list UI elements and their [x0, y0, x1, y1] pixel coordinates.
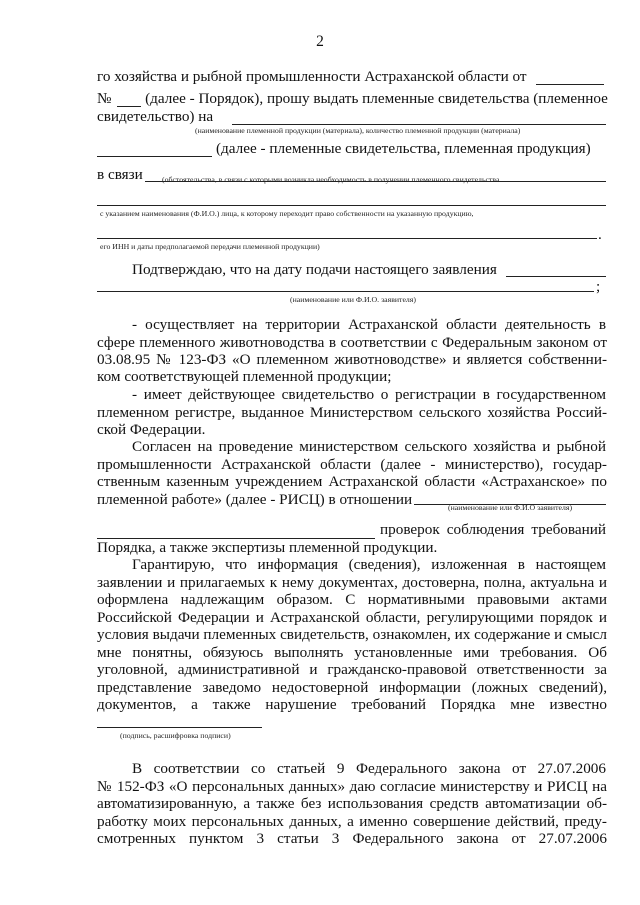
semicolon: ;	[596, 278, 601, 295]
date-blank	[536, 84, 604, 85]
bullet-2-line-1: - имеет действующее свидетельство о регистрации в государственном	[132, 386, 606, 403]
signature-caption: (подпись, расшифровка подписи)	[120, 731, 231, 740]
consent-line-2: промышленности Астраханской области (далее - министерство), государ-	[97, 456, 607, 473]
reason-blank-3	[97, 238, 597, 239]
guarantee-line-7: уголовной, административной и гражданско-правовой ответственности за	[97, 661, 607, 678]
consent-line-1: Согласен на проведение министерством сельского хозяйства и рыбной	[132, 438, 606, 455]
intro-line-1	[97, 68, 607, 86]
intro-text: (далее - Порядок), прошу выдать племенные свидетельства (племенное	[145, 90, 608, 107]
applicant-caption: (наименование или Ф.И.О. заявителя)	[290, 295, 416, 304]
consent-line-5: проверок соблюдения требований	[380, 521, 606, 538]
signature-line	[97, 727, 262, 728]
product-caption: (наименование племенной продукции (материала), количество племенной продукции (материала)	[195, 126, 521, 135]
consent-line-3: ственным казенным учреждением Астраханской области «Астраханское» по	[97, 473, 607, 490]
product-blank	[232, 124, 606, 125]
page-number: 2	[316, 33, 324, 50]
subject-caption: (наименование или Ф.И.О заявителя)	[448, 503, 573, 512]
applicant-blank	[506, 276, 606, 277]
reason-blank-2	[97, 205, 606, 206]
personal-data-line-5: смотренных пунктом 3 статьи 3 Федерального закона от 27.07.2006	[97, 830, 607, 847]
guarantee-line-2: заявлении и прилагаемых к нему документах, достоверна, полна, актуальна и	[97, 574, 607, 591]
intro-text: го хозяйства и рыбной промышленности Астраханской области от	[97, 68, 527, 85]
recipient-caption: с указанием наименования (Ф.И.О.) лица, к которому переходит право собственности на указанную продукцию,	[100, 209, 474, 218]
bullet-1-line-4: ком соответствующей племенной продукции;	[97, 368, 392, 385]
intro-line-4	[216, 140, 606, 158]
confirm-text: Подтверждаю, что на дату подачи настоящего заявления	[132, 261, 497, 278]
intro-line-2	[97, 90, 607, 108]
product-blank-2	[97, 156, 212, 157]
personal-data-line-4: работку моих персональных данных, а именно совершение действий, преду-	[97, 813, 607, 830]
personal-data-line-1: В соответствии со статьей 9 Федерального закона от 27.07.2006	[132, 760, 606, 777]
intro-text: в связи	[97, 166, 143, 183]
guarantee-line-3: оформлена надлежащим образом. С нормативными правовыми актами	[97, 591, 607, 608]
personal-data-line-2: № 152-ФЗ «О персональных данных» даю согласие министерству и РИСЦ на	[97, 778, 607, 795]
consent-text: племенной работе» (далее - РИСЦ) в отношении	[97, 491, 413, 508]
guarantee-line-1: Гарантирую, что информация (сведения), изложенная в настоящем	[132, 556, 606, 573]
guarantee-line-4: Российской Федерации и Астраханской области, регулирующими порядок и	[97, 609, 607, 626]
bullet-1-line-1: - осуществляет на территории Астраханской области деятельность в	[132, 316, 606, 333]
reason-caption: (обстоятельства, в связи с которыми возникла необходимость в получении племенного свидетельства	[162, 175, 500, 184]
personal-data-line-3: автоматизированную, а также без использования средств автоматизации об-	[97, 795, 607, 812]
applicant-blank-2	[97, 291, 594, 292]
guarantee-line-5: условия выдачи племенных свидетельств, ознакомлен, их содержание и смысл	[97, 626, 607, 643]
confirm-line	[132, 261, 502, 279]
consent-line-6: Порядка, а также экспертизы племенной продукции.	[97, 539, 438, 556]
inn-caption: его ИНН и даты предполагаемой передачи племенной продукции)	[100, 242, 320, 251]
guarantee-line-9: документов, а также нарушение требований Порядка мне известно	[97, 696, 607, 713]
period: .	[598, 226, 602, 243]
bullet-2-line-2: племенном регистре, выданное Министерством сельского хозяйства Россий-	[97, 404, 607, 421]
bullet-1-line-2: сфере племенного животноводства в соответствии с Федеральным законом от	[97, 334, 607, 351]
number-blank	[117, 106, 141, 107]
guarantee-line-6: мне понятны, обязуюсь выполнять установленные ими требования. Об	[97, 644, 607, 661]
guarantee-line-8: представление заведомо недостоверной информации (ложных сведений),	[97, 679, 607, 696]
bullet-2-line-3: ской Федерации.	[97, 421, 206, 438]
intro-text: (далее - племенные свидетельства, племенная продукция)	[216, 140, 591, 157]
intro-text: свидетельство) на	[97, 108, 214, 125]
bullet-1-line-3: 03.08.95 № 123-ФЗ «О племенном животноводстве» и является собственни-	[97, 351, 607, 368]
number-sign: №	[97, 90, 112, 107]
